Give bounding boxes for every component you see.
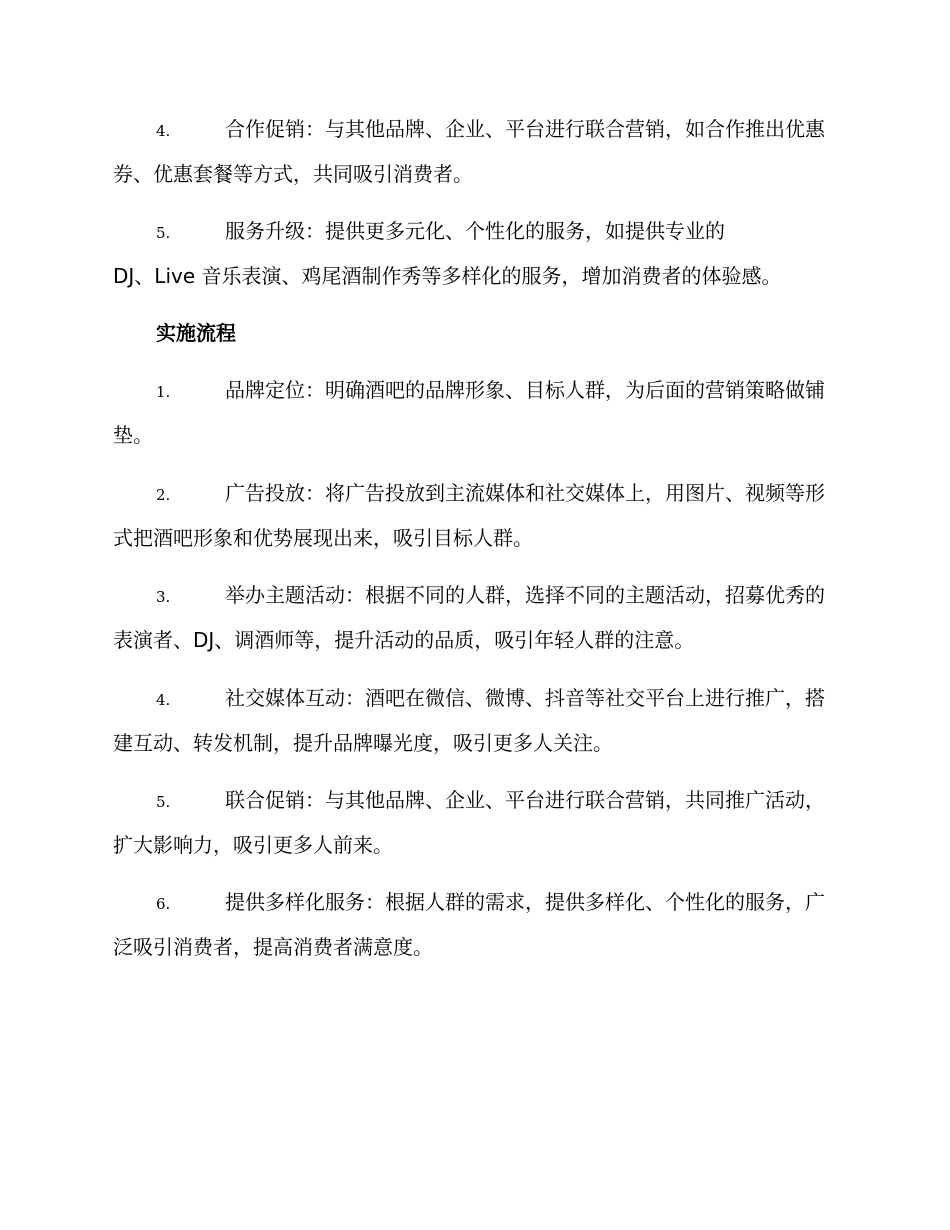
item-number: 1. — [156, 383, 171, 401]
item-text: 社交媒体互动：酒吧在微信、微博、抖音等社交平台上进行推广，搭建互动、转发机制，提升品牌曝光度，吸引更多人关注。 — [113, 686, 825, 755]
list-item — [113, 210, 838, 298]
item-text: 联合促销：与其他品牌、企业、平台进行联合营销，共同推广活动，扩大影响力，吸引更多人前来。 — [113, 788, 825, 857]
item-text: 举办主题活动：根据不同的人群，选择不同的主题活动，招募优秀的表演者、DJ、调酒师等，提升活动的品质，吸引年轻人群的注意。 — [113, 583, 825, 652]
item-number: 2. — [156, 486, 171, 504]
list-item — [113, 369, 838, 457]
item-text: 品牌定位：明确酒吧的品牌形象、目标人群，为后面的营销策略做铺垫。 — [113, 378, 825, 447]
item-text-continued: DJ、Live 音乐表演、鸡尾酒制作秀等多样化的服务，增加消费者的体验感。 — [113, 264, 782, 288]
item-number: 6. — [156, 895, 171, 913]
item-number: 4. — [156, 691, 171, 709]
list-item — [113, 779, 838, 867]
list-item — [113, 472, 838, 560]
item-text: 广告投放：将广告投放到主流媒体和社交媒体上，用图片、视频等形式把酒吧形象和优势展现出来，吸引目标人群。 — [113, 481, 825, 550]
item-text: 提供多样化服务：根据人群的需求，提供多样化、个性化的服务，广泛吸引消费者，提高消费者满意度。 — [113, 890, 825, 959]
item-text: 服务升级：提供更多元化、个性化的服务，如提供专业的 — [225, 219, 725, 243]
list-item — [113, 881, 838, 969]
item-text: 合作促销：与其他品牌、企业、平台进行联合营销，如合作推出优惠券、优惠套餐等方式，共同吸引消费者。 — [113, 117, 825, 186]
item-number: 5. — [156, 224, 171, 242]
item-number: 3. — [156, 588, 171, 606]
list-item — [113, 677, 838, 765]
item-number: 4. — [156, 122, 171, 140]
section-title: 实施流程 — [156, 321, 236, 345]
list-item — [113, 108, 838, 196]
list-item — [113, 574, 838, 662]
item-number: 5. — [156, 793, 171, 811]
